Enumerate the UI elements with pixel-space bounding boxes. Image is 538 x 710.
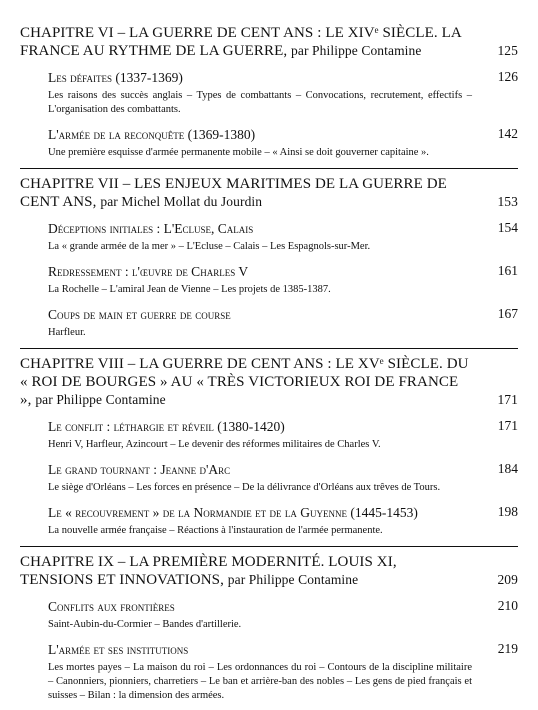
section-heading — [48, 504, 518, 521]
chapter-title: CHAPITRE IX – LA PREMIÈRE MODERNITÉ. LOUIS XI, TENSIONS ET INNOVATIONS, — [20, 554, 397, 588]
section-title: L'armée et ses institutions — [48, 642, 189, 657]
table-of-contents — [20, 18, 518, 709]
chapter-heading — [20, 24, 518, 60]
section-description: La « grande armée de la mer » – L'Ecluse – Calais – Les Espagnols-sur-Mer. — [48, 241, 371, 252]
section-heading — [48, 263, 518, 280]
section-description: Harfleur. — [48, 327, 86, 338]
chapter-title: CHAPITRE VII – LES ENJEUX MARITIMES DE LA GUERRE DE CENT ANS, — [20, 176, 447, 210]
section-heading — [48, 126, 518, 143]
section-page-number: 161 — [497, 263, 518, 278]
section-page-number: 126 — [497, 69, 518, 84]
section-title: Déceptions initiales : L'Ecluse, Calais — [48, 221, 254, 236]
section-title: Le « recouvrement » de la Normandie et de la Guyenne (1445-1453) — [48, 505, 418, 520]
section-entry — [48, 504, 518, 538]
chapter-author: par Michel Mollat du Jourdin — [100, 194, 263, 209]
section-title: L'armée de la reconquête (1369-1380) — [48, 127, 256, 142]
section-page-number: 198 — [497, 504, 518, 519]
chapter-heading — [20, 175, 518, 211]
section-page-number: 171 — [497, 418, 518, 433]
chapter-page-number: 209 — [497, 572, 518, 587]
section-title: Le grand tournant : Jeanne d'Arc — [48, 462, 231, 477]
chapter-heading — [20, 553, 518, 589]
section-entry — [48, 220, 518, 254]
section-description: Les mortes payes – La maison du roi – Les ordonnances du roi – Contours de la discipline militaire – Canonniers, pionniers, charretiers – Le ban et arrière-ban des nobles – Les gens de pied français et suisses – Bilan : la dimension des armées. — [48, 662, 472, 701]
section-heading — [48, 220, 518, 237]
chapter-entry — [20, 18, 518, 166]
section-title: Redressement : l'œuvre de Charles V — [48, 264, 249, 279]
chapter-title: CHAPITRE VIII – LA GUERRE DE CENT ANS : LE XVᵉ SIÈCLE. DU « ROI DE BOURGES » AU « TRÈS VICTORIEUX ROI DE FRANCE », — [20, 356, 469, 408]
section-entry — [48, 598, 518, 632]
section-page-number: 219 — [497, 641, 518, 656]
section-heading — [48, 306, 518, 323]
section-description: Une première esquisse d'armée permanente mobile – « Ainsi se doit gouverner capitaine ». — [48, 147, 429, 158]
chapter-page-number: 153 — [497, 194, 518, 209]
section-entry — [48, 461, 518, 495]
section-description: Henri V, Harfleur, Azincourt – Le devenir des réformes militaires de Charles V. — [48, 439, 381, 450]
section-title: Le conflit : léthargie et réveil (1380-1420) — [48, 419, 285, 434]
section-entry — [48, 418, 518, 452]
section-page-number: 210 — [497, 598, 518, 613]
chapter-page-number: 171 — [497, 392, 518, 407]
chapter-page-number: 125 — [497, 43, 518, 58]
section-entry — [48, 263, 518, 297]
section-description: Saint-Aubin-du-Cormier – Bandes d'artillerie. — [48, 619, 242, 630]
chapter-entry — [20, 547, 518, 709]
section-heading — [48, 461, 518, 478]
section-title: Conflits aux frontières — [48, 599, 175, 614]
section-title: Coups de main et guerre de course — [48, 307, 231, 322]
chapter-heading — [20, 355, 518, 409]
chapter-author: par Philippe Contamine — [35, 392, 166, 407]
section-entry — [48, 69, 518, 117]
chapter-title: CHAPITRE VI – LA GUERRE DE CENT ANS : LE XIVᵉ SIÈCLE. LA FRANCE AU RYTHME DE LA GUERRE, — [20, 25, 461, 59]
section-entry — [48, 126, 518, 160]
chapter-entry — [20, 349, 518, 544]
section-page-number: 167 — [497, 306, 518, 321]
section-description: La Rochelle – L'amiral Jean de Vienne – Les projets de 1385-1387. — [48, 284, 331, 295]
section-page-number: 142 — [497, 126, 518, 141]
section-heading — [48, 418, 518, 435]
section-heading — [48, 641, 518, 658]
section-heading — [48, 69, 518, 86]
section-title: Les défaites (1337-1369) — [48, 70, 183, 85]
chapter-author: par Philippe Contamine — [291, 43, 422, 58]
chapter-entry — [20, 169, 518, 346]
chapter-author: par Philippe Contamine — [227, 572, 359, 587]
section-entry — [48, 306, 518, 340]
section-entry — [48, 641, 518, 703]
section-page-number: 154 — [497, 220, 518, 235]
section-description: Le siège d'Orléans – Les forces en présence – De la délivrance d'Orléans aux trêves de Tours. — [48, 482, 441, 493]
section-page-number: 184 — [497, 461, 518, 476]
section-description: La nouvelle armée française – Réactions à l'instauration de l'armée permanente. — [48, 525, 383, 536]
section-description: Les raisons des succès anglais – Types de combattants – Convocations, recrutement, effectifs – L'organisation des combattants. — [48, 90, 472, 115]
section-heading — [48, 598, 518, 615]
